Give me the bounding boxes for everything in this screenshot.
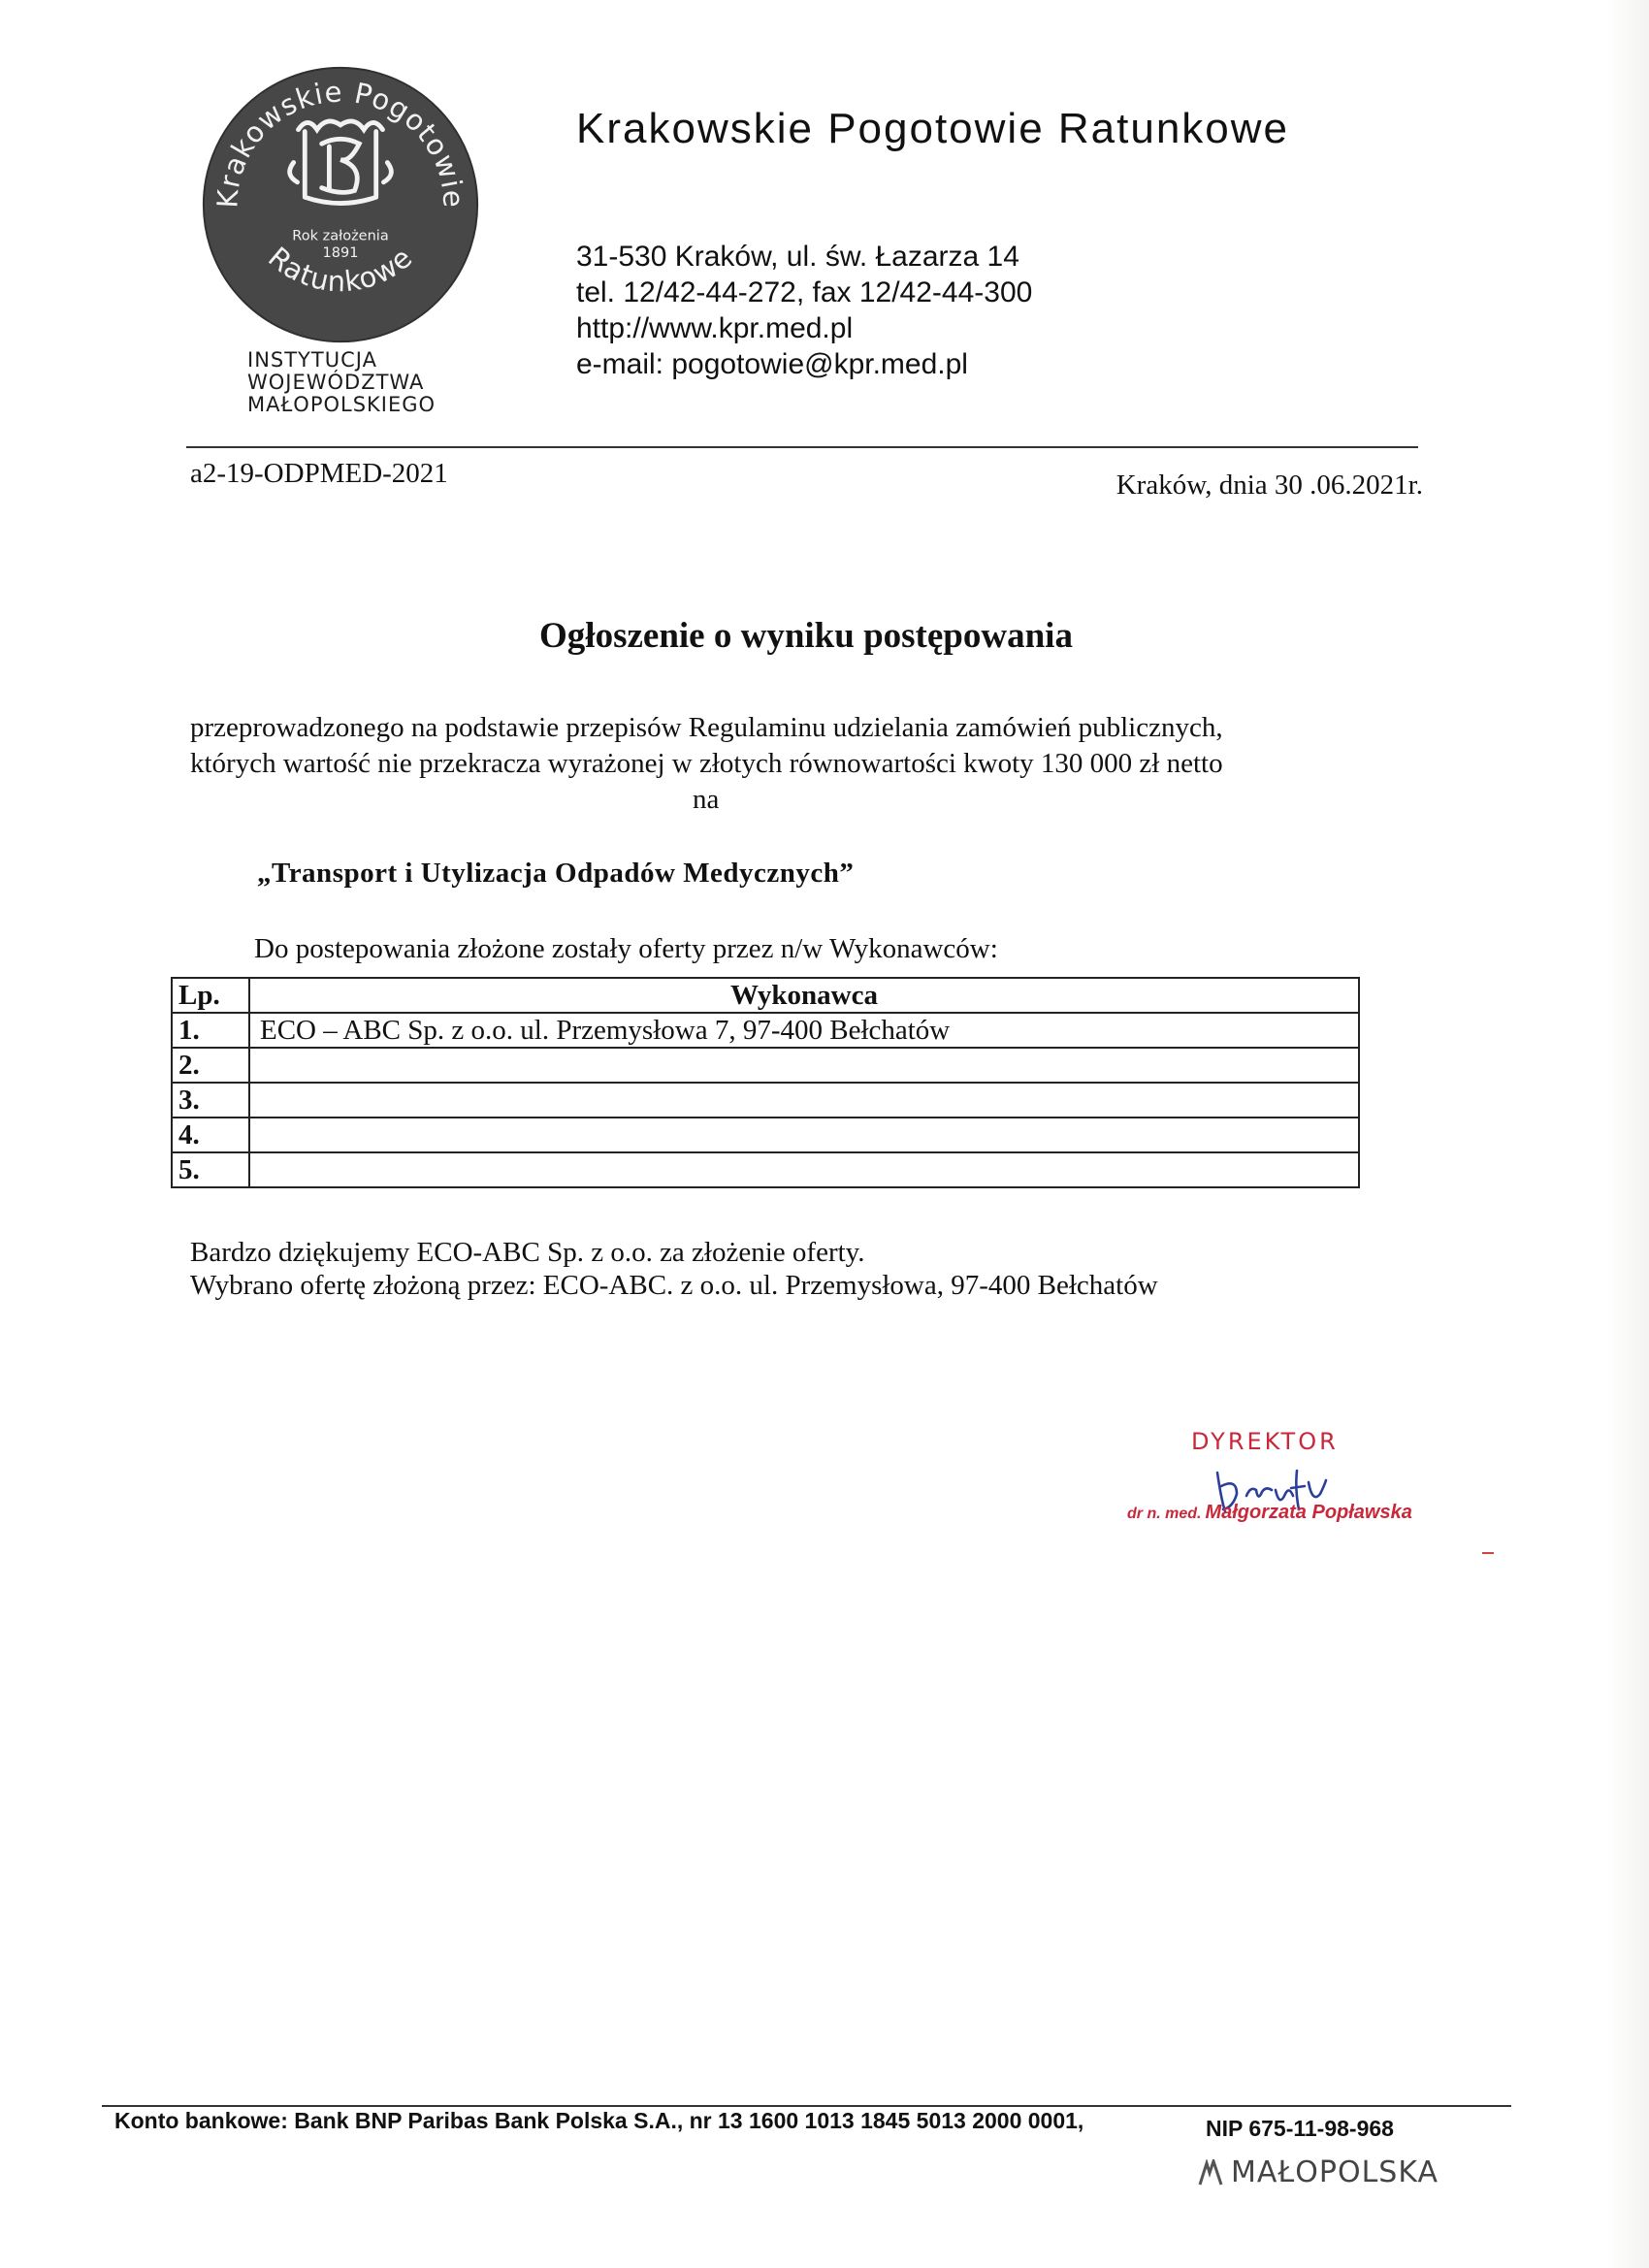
row-number: 2. (172, 1048, 249, 1083)
table-row (172, 1013, 1359, 1048)
intro-line: przeprowadzonego na podstawie przepisów Regulaminu udzielania zamówień publicznych, (190, 712, 1223, 743)
phone-fax: tel. 12/42-44-272, fax 12/42-44-300 (576, 276, 1033, 308)
institution-line: MAŁOPOLSKIEGO (247, 393, 436, 416)
contractor-cell: ECO – ABC Sp. z o.o. ul. Przemysłowa 7, 97-400 Bełchatów (249, 1013, 1359, 1048)
table-header-row (172, 978, 1359, 1013)
email-link[interactable]: e-mail: pogotowie@kpr.med.pl (576, 348, 968, 380)
institution-label (247, 349, 500, 416)
document-date: Kraków, dnia 30 .06.2021r. (1116, 470, 1423, 501)
closing-paragraph (190, 1236, 1158, 1302)
intro-line: na (693, 784, 720, 815)
svg-text:Rok założenia: Rok założenia (292, 228, 389, 244)
contractor-cell (249, 1048, 1359, 1083)
bids-table (171, 977, 1360, 1188)
page-edge-shadow (1606, 0, 1649, 2268)
table-row (172, 1048, 1359, 1083)
selection-line: Wybrano ofertę złożoną przez: ECO-ABC. z o.o. ul. Przemysłowa, 97-400 Bełchatów (190, 1270, 1158, 1301)
svg-text:1891: 1891 (322, 245, 359, 262)
svg-text:Ratunkowe: Ratunkowe (262, 240, 419, 299)
svg-text:Krakowskie Pogotowie: Krakowskie Pogotowie (210, 75, 470, 210)
institution-line: INSTYTUCJA (247, 348, 377, 372)
bank-account: Konto bankowe: Bank BNP Paribas Bank Polska S.A., nr 13 1600 1013 1845 5013 2000 0001, (114, 2108, 1084, 2133)
malopolska-logo (1198, 2155, 1439, 2189)
intro-paragraph (190, 710, 1412, 818)
thanks-line: Bardzo dziękujemy ECO-ABC Sp. z o.o. za złożenie oferty. (190, 1237, 865, 1268)
header-divider (186, 446, 1418, 448)
website-link[interactable]: http://www.kpr.med.pl (576, 312, 854, 344)
malopolska-mountain-icon (1198, 2159, 1223, 2187)
column-header-contractor: Wykonawca (249, 978, 1359, 1013)
contact-block (576, 239, 1032, 382)
row-number: 3. (172, 1083, 249, 1118)
malopolska-wordmark: MAŁOPOLSKA (1231, 2155, 1439, 2189)
kpr-logo (200, 64, 481, 345)
director-degree: dr n. med. (1127, 1506, 1202, 1522)
director-stamp-title: DYREKTOR (1191, 1428, 1339, 1455)
tax-id: NIP 675-11-98-968 (1206, 2116, 1394, 2141)
director-name: Małgorzata Popławska (1205, 1502, 1412, 1523)
organization-name: Krakowskie Pogotowie Ratunkowe (576, 105, 1290, 152)
row-number: 4. (172, 1118, 249, 1152)
director-name-stamp (1127, 1502, 1412, 1524)
column-header-lp: Lp. (172, 978, 249, 1013)
document-title: Ogłoszenie o wyniku postępowania (539, 616, 1073, 656)
institution-line: WOJEWÓDZTWA (247, 371, 425, 394)
bids-intro: Do postepowania złożone zostały oferty przez n/w Wykonawców: (254, 933, 998, 964)
contractor-cell (249, 1118, 1359, 1152)
row-number: 1. (172, 1013, 249, 1048)
table-row (172, 1118, 1359, 1152)
table-row (172, 1083, 1359, 1118)
margin-mark (1482, 1552, 1494, 1554)
contractor-cell (249, 1152, 1359, 1187)
row-number: 5. (172, 1152, 249, 1187)
procurement-subject: „Transport i Utylizacja Odpadów Medycznych” (257, 858, 855, 889)
address: 31-530 Kraków, ul. św. Łazarza 14 (576, 241, 1019, 273)
contractor-cell (249, 1083, 1359, 1118)
table-row (172, 1152, 1359, 1187)
intro-line: których wartość nie przekracza wyrażonej w złotych równowartości kwoty 130 000 zł netto (190, 748, 1223, 779)
reference-number: a2-19-ODPMED-2021 (190, 458, 448, 489)
footer-divider (102, 2105, 1511, 2107)
